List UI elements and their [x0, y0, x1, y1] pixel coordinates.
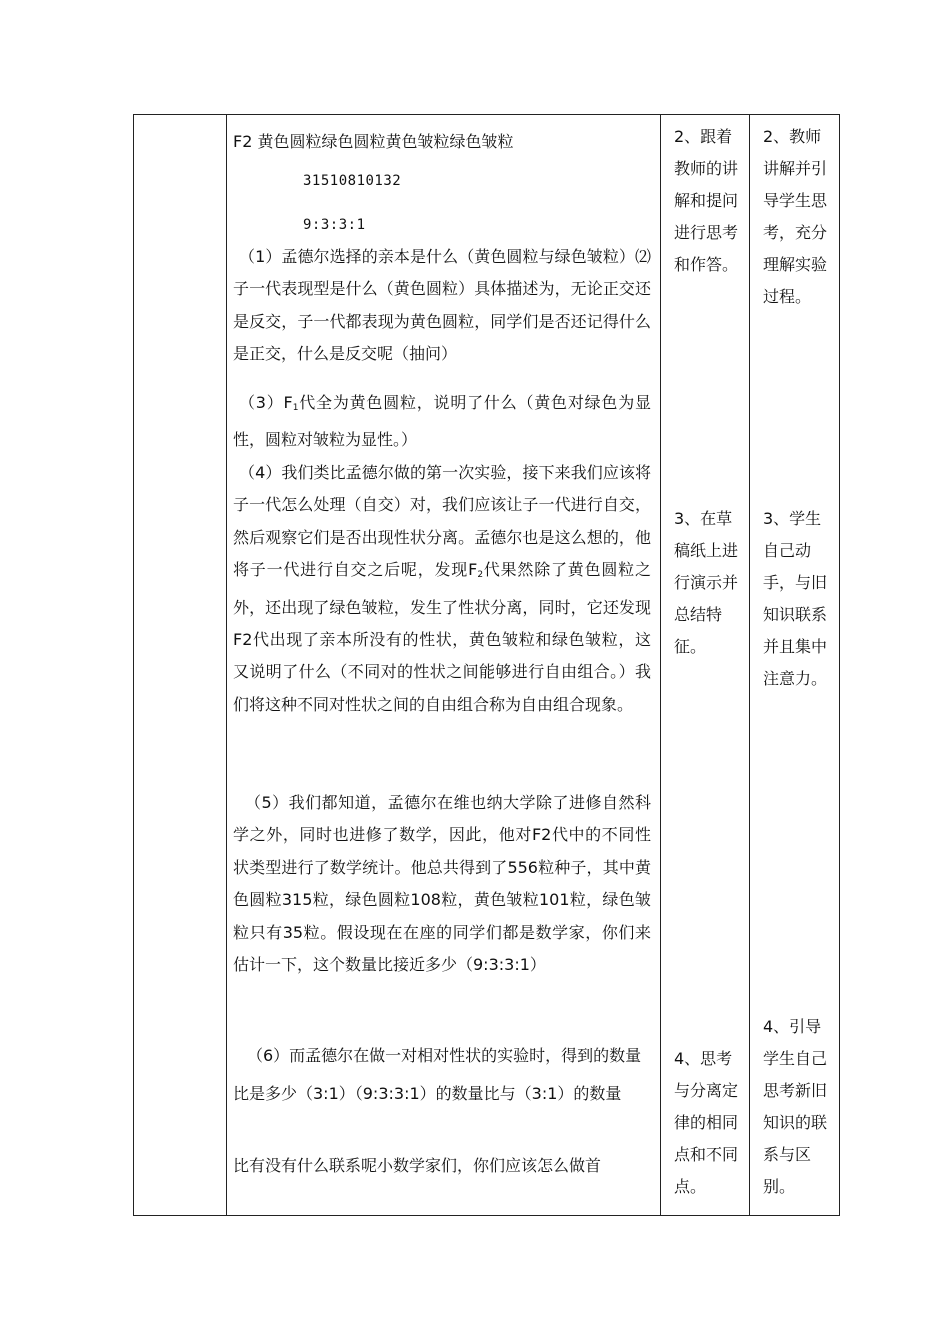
phenotype-header: F2 黄色圆粒绿色圆粒黄色皱粒绿色皱粒 [233, 132, 514, 151]
lesson-table [133, 114, 840, 1216]
ratio-values: 9:3:3:1 [303, 217, 366, 233]
paragraph-4: （4）我们类比孟德尔做的第一次实验，接下来我们应该将子一代怎么处理（自交）对，我们应该让子一代进行自交，然后观察它们是否出现性状分离。孟德尔也是这么想的，他将子一代进行自交之后呢，发现$F_2$代果然除了黄色圆粒之外，还出现了绿色皱粒，发生了性状分离，同时，它还发现F2代出现了亲本所没有的性状，黄色皱粒和绿色皱粒，这又说明了什么（不同对的性状之间能够进行自由组合。）我们将这种不同对性状之间的自由组合称为自由组合现象。 [233, 463, 651, 714]
student-activity-3: 3、在草稿纸上进行演示并总结特征。 [674, 509, 739, 656]
teacher-intent-3: 3、学生自己动手，与旧知识联系并且集中注意力。 [763, 509, 828, 688]
paragraph-6-line-2: 比是多少（3:1）（9:3:3:1）的数量比与（3:1）的数量 [233, 1084, 622, 1103]
paragraph-5: （5）我们都知道，孟德尔在维也纳大学除了进修自然科学之外，同时也进修了数学，因此，他对F2代中的不同性状类型进行了数学统计。他总共得到了556粒种子，其中黄色圆粒315粒，绿色圆粒108粒，黄色皱粒101粒，绿色皱粒只有35粒。假设现在在座的同学们都是数学家，你们来估计一下，这个数量比接近多少（9:3:3:1） [233, 793, 651, 975]
student-activity-cell [661, 115, 750, 1216]
paragraph-6-line-3: 比有没有什么联系呢小数学家们，你们应该怎么做首 [233, 1156, 602, 1175]
paragraph-6-line-1: （6）而孟德尔在做一对相对性状的实验时，得到的数量 [247, 1046, 642, 1065]
paragraph-1: （1）孟德尔选择的亲本是什么（黄色圆粒与绿色皱粒）⑵子一代表现型是什么（黄色圆粒）具体描述为，无论正交还是反交，子一代都表现为黄色圆粒，同学们是否还记得什么是正交，什么是反交呢（抽问） [233, 247, 651, 364]
content-cell [227, 115, 661, 1216]
student-activity-2: 2、跟着教师的讲解和提问进行思考和作答。 [674, 127, 739, 274]
stage-cell [134, 115, 227, 1216]
teacher-intent-2: 2、教师讲解并引导学生思考，充分理解实验过程。 [763, 127, 828, 306]
teacher-intent-cell [750, 115, 840, 1216]
teacher-intent-4: 4、引导学生自己思考新旧知识的联系与区别。 [763, 1017, 828, 1196]
table-row [134, 115, 840, 1216]
student-activity-4: 4、思考与分离定律的相同点和不同点。 [674, 1049, 739, 1196]
count-values: 31510810132 [303, 173, 402, 189]
paragraph-3: $(3)F_1$代全为黄色圆粒，说明了什么（黄色对绿色为显性，圆粒对皱粒为显性。） [233, 393, 651, 450]
